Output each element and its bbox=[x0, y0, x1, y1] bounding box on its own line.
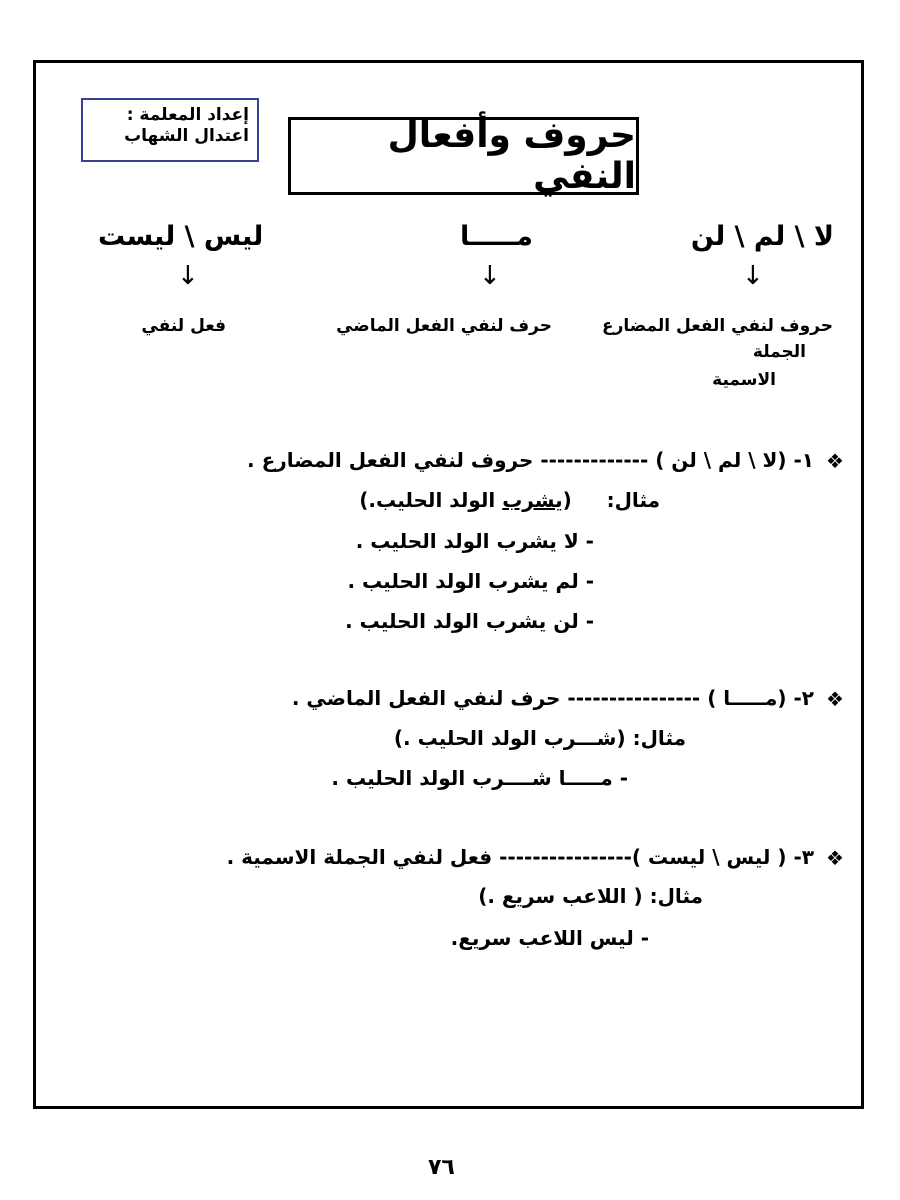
example-rest: الولد الحليب.) bbox=[359, 488, 503, 512]
bullet-icon: ❖ bbox=[826, 687, 844, 711]
teacher-name: اعتدال الشهاب bbox=[124, 126, 249, 146]
page-number: ٧٦ bbox=[428, 1155, 455, 1180]
title-box bbox=[288, 117, 639, 195]
section-3-heading: ٣- ( ليس \ ليست )---------------- فعل لنفي الجملة الاسمية . bbox=[226, 845, 814, 869]
section-1-example bbox=[359, 488, 660, 512]
section-2-example: مثال: (شـــرب الولد الحليب .) bbox=[393, 726, 686, 750]
section-1-line: - لم يشرب الولد الحليب . bbox=[347, 569, 594, 593]
section-3-line: - ليس اللاعب سريع. bbox=[450, 926, 649, 950]
column-desc-line: الاسمية bbox=[712, 370, 776, 390]
column-label-ma: مـــــا bbox=[460, 221, 533, 252]
page-title: حروف وأفعال النفي bbox=[387, 115, 636, 197]
down-arrow-icon: ↓ bbox=[177, 261, 199, 291]
column-label-laysa: ليس \ ليست bbox=[98, 221, 264, 252]
example-open: ( bbox=[562, 488, 572, 512]
down-arrow-icon: ↓ bbox=[479, 261, 501, 291]
section-1-line: - لا يشرب الولد الحليب . bbox=[355, 529, 594, 553]
section-2-heading: ٢- (مـــــا ) ---------------- حرف لنفي الفعل الماضي . bbox=[291, 686, 814, 710]
section-1-line: - لن يشرب الولد الحليب . bbox=[345, 609, 594, 633]
column-desc-line: حروف لنفي الفعل المضارع bbox=[601, 316, 833, 336]
column-desc-line: فعل لنفي bbox=[141, 316, 226, 336]
section-1-heading: ١- (لا \ لم \ لن ) ------------- حروف لنفي الفعل المضارع . bbox=[247, 448, 814, 472]
teacher-box bbox=[81, 98, 259, 162]
column-desc-line: الجملة bbox=[752, 342, 806, 362]
example-underlined-verb: يشرب bbox=[502, 488, 563, 512]
section-2-line: - مـــــا شــــرب الولد الحليب . bbox=[331, 766, 628, 790]
down-arrow-icon: ↓ bbox=[742, 261, 764, 291]
bullet-icon: ❖ bbox=[826, 846, 844, 870]
bullet-icon: ❖ bbox=[826, 449, 844, 473]
teacher-label: إعداد المعلمة : bbox=[126, 105, 249, 125]
example-label: مثال: bbox=[606, 488, 660, 512]
section-3-example: مثال: ( اللاعب سريع .) bbox=[478, 884, 703, 908]
column-label-la-lam-lan: لا \ لم \ لن bbox=[690, 221, 834, 252]
column-desc-line: حرف لنفي الفعل الماضي bbox=[336, 316, 552, 336]
